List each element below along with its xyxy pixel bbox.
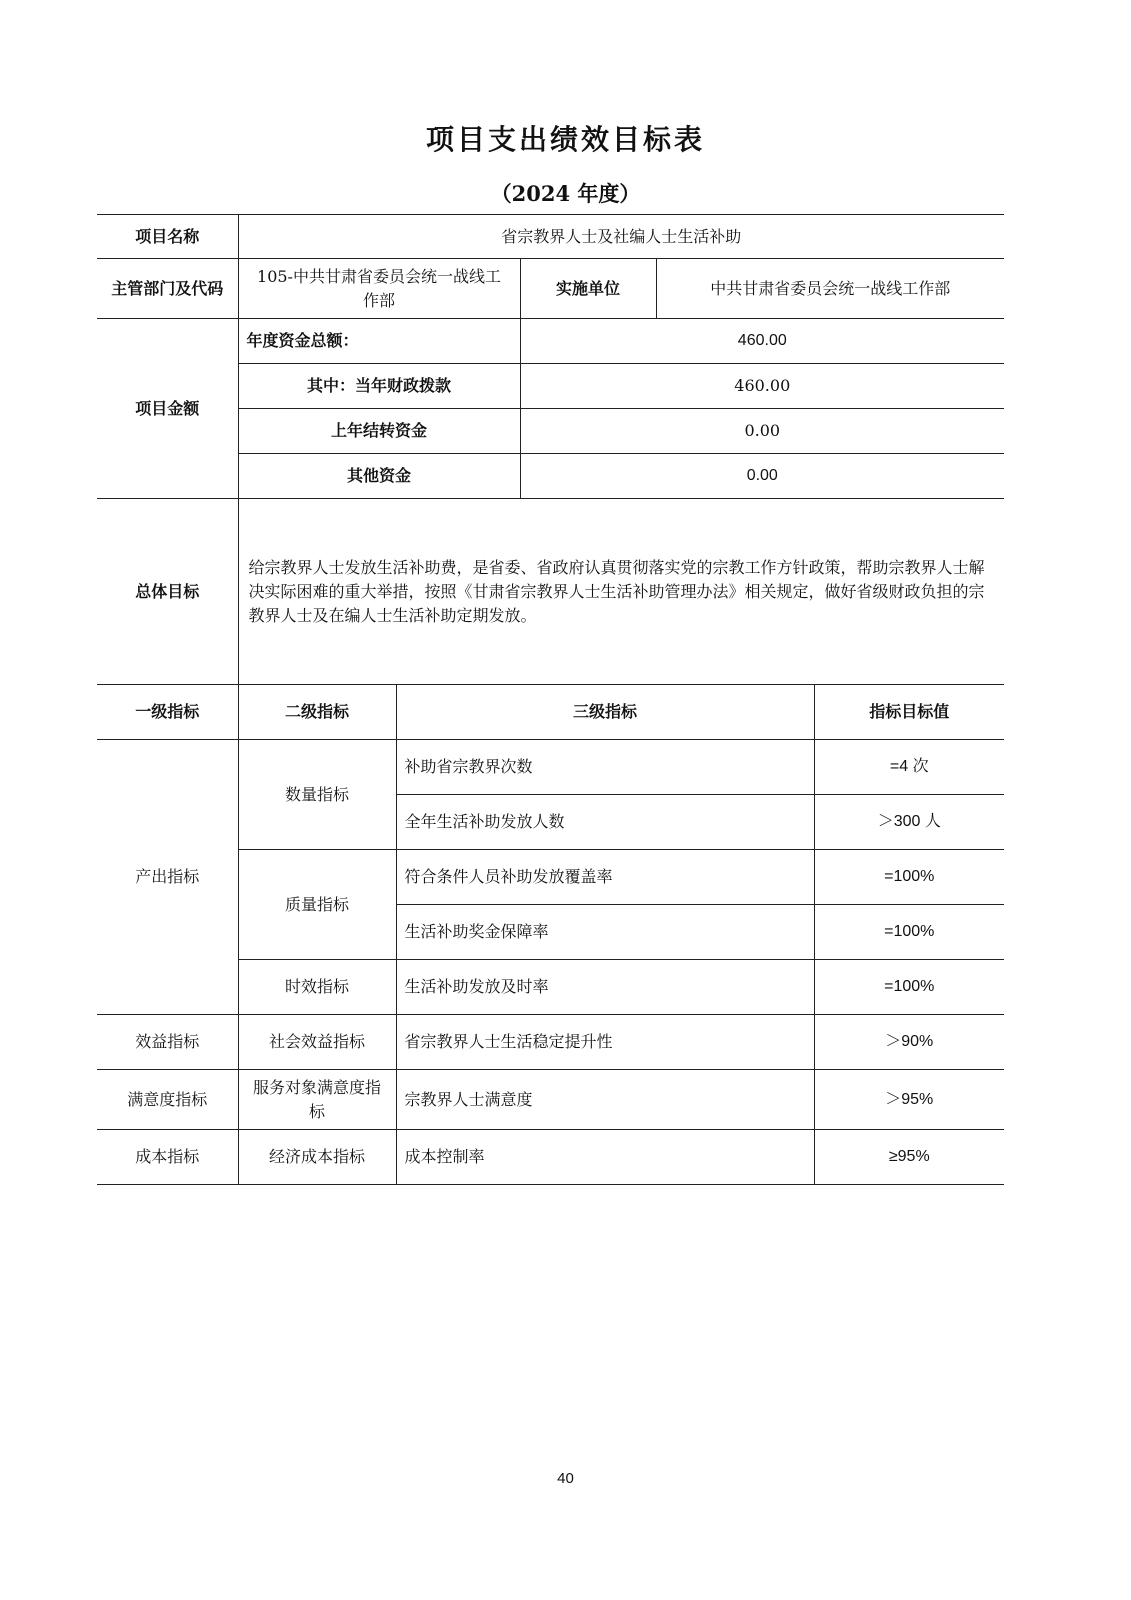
timeliness-level2: 时效指标 <box>238 960 396 1015</box>
indicator-target: ≥95% <box>814 1130 1004 1185</box>
header-target: 指标目标值 <box>814 685 1004 740</box>
row-overall-goal <box>97 499 1004 685</box>
other-funds-label: 其他资金 <box>238 454 520 499</box>
carryover-label: 上年结转资金 <box>238 409 520 454</box>
indicator-target: =4 次 <box>814 740 1004 795</box>
indicator-level3: 生活补助发放及时率 <box>396 960 814 1015</box>
indicator-level3: 全年生活补助发放人数 <box>396 795 814 850</box>
department-value: 105-中共甘肃省委员会统一战线工作部 <box>238 259 520 319</box>
row-amount-total <box>97 319 1004 364</box>
output-level1: 产出指标 <box>97 740 238 1015</box>
row-project-name <box>97 215 1004 259</box>
indicator-target: ＞300 人 <box>814 795 1004 850</box>
cost-level1: 成本指标 <box>97 1130 238 1185</box>
indicator-target: ＞95% <box>814 1070 1004 1130</box>
quality-level2: 质量指标 <box>238 850 396 960</box>
quantity-level2: 数量指标 <box>238 740 396 850</box>
overall-goal-label: 总体目标 <box>97 499 238 685</box>
indicator-level3: 成本控制率 <box>396 1130 814 1185</box>
indicator-target: =100% <box>814 905 1004 960</box>
carryover-value: 0.00 <box>520 409 1004 454</box>
total-funds-label: 年度资金总额： <box>238 319 520 364</box>
amount-label: 项目金额 <box>97 319 238 499</box>
indicator-target: =100% <box>814 850 1004 905</box>
indicator-target: ＞90% <box>814 1015 1004 1070</box>
cost-level2: 经济成本指标 <box>238 1130 396 1185</box>
page-title: 项目支出绩效目标表 <box>425 123 705 156</box>
fiscal-allocation-value: 460.00 <box>520 364 1004 409</box>
row-department <box>97 259 1004 319</box>
implementing-unit-label: 实施单位 <box>520 259 656 319</box>
indicator-level3: 补助省宗教界次数 <box>396 740 814 795</box>
indicator-level3: 符合条件人员补助发放覆盖率 <box>396 850 814 905</box>
page-number: 40 <box>557 1470 574 1487</box>
overall-goal-text: 给宗教界人士发放生活补助费，是省委、省政府认真贯彻落实党的宗教工作方针政策，帮助宗教界人士解决实际困难的重大举措，按照《甘肃省宗教界人士生活补助管理办法》相关规定，做好省级财政负担的宗教界人士及在编人士生活补助定期发放。 <box>238 499 1004 685</box>
performance-target-table <box>97 214 1004 1185</box>
table-row <box>97 1130 1004 1185</box>
indicator-target: =100% <box>814 960 1004 1015</box>
header-level2: 二级指标 <box>238 685 396 740</box>
department-label: 主管部门及代码 <box>97 259 238 319</box>
indicator-level3: 省宗教界人士生活稳定提升性 <box>396 1015 814 1070</box>
indicator-level3: 宗教界人士满意度 <box>396 1070 814 1130</box>
satisfaction-level1: 满意度指标 <box>97 1070 238 1130</box>
fiscal-allocation-label: 其中：当年财政拨款 <box>238 364 520 409</box>
total-funds-value: 460.00 <box>520 319 1004 364</box>
row-indicator-headers <box>97 685 1004 740</box>
benefit-level1: 效益指标 <box>97 1015 238 1070</box>
other-funds-value: 0.00 <box>520 454 1004 499</box>
table-row <box>97 1070 1004 1130</box>
table-row <box>97 1015 1004 1070</box>
header-level1: 一级指标 <box>97 685 238 740</box>
project-name-label: 项目名称 <box>97 215 238 259</box>
page-subtitle: （2024 年度） <box>490 181 641 206</box>
header-level3: 三级指标 <box>396 685 814 740</box>
benefit-level2: 社会效益指标 <box>238 1015 396 1070</box>
implementing-unit-value: 中共甘肃省委员会统一战线工作部 <box>656 259 1004 319</box>
project-name-value: 省宗教界人士及社编人士生活补助 <box>238 215 1004 259</box>
satisfaction-level2: 服务对象满意度指标 <box>238 1070 396 1130</box>
indicator-level3: 生活补助奖金保障率 <box>396 905 814 960</box>
table-row <box>97 740 1004 795</box>
